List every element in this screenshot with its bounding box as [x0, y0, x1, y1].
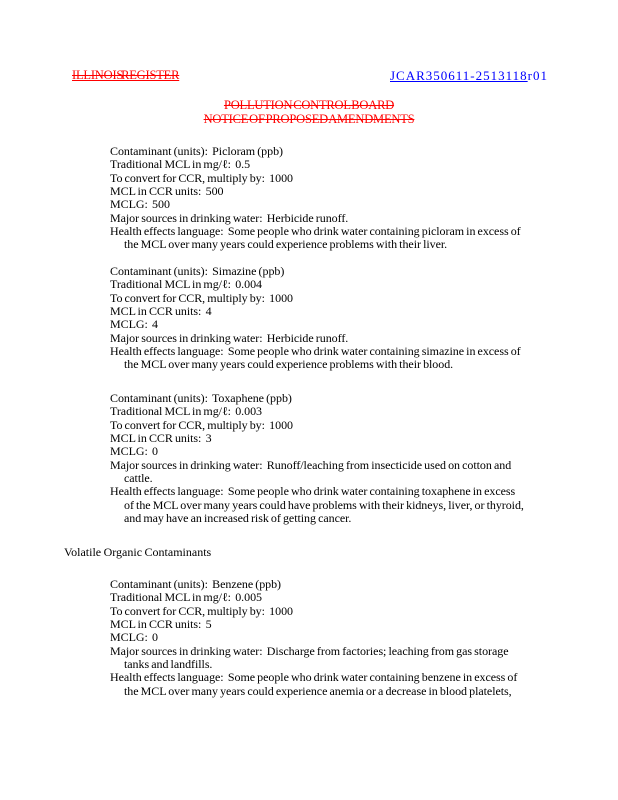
board-title: POLLUTION CONTROL BOARD: [223, 98, 395, 112]
document-line: the MCL over many years could experience problems with their blood.: [124, 357, 454, 372]
document-line: Major sources in drinking water: Herbicide runoff.: [110, 330, 349, 345]
document-line: Contaminant (units): Simazine (ppb): [110, 264, 285, 278]
document-line: To convert for CCR, multiply by: 1000: [110, 290, 293, 305]
document-line: To convert for CCR, multiply by: 1000: [110, 417, 293, 432]
document-line: Traditional MCL in mg/ℓ: 0.5: [110, 157, 251, 172]
document-line: MCL in CCR units: 5: [110, 616, 212, 631]
document-line: Traditional MCL in mg/ℓ: 0.004: [110, 277, 262, 292]
jcar-revision-suffix: r01: [527, 68, 548, 83]
document-line: To convert for CCR, multiply by: 1000: [110, 603, 293, 618]
document-line: Traditional MCL in mg/ℓ: 0.005: [110, 590, 262, 605]
document-line: Health effects language: Some people who drink water containing picloram in excess of: [110, 223, 521, 238]
document-line: Traditional MCL in mg/ℓ: 0.003: [110, 404, 262, 419]
document-line: Health effects language: Some people who drink water containing simazine in excess of: [110, 343, 521, 358]
document-line: Health effects language: Some people who drink water containing toxaphene in excess: [110, 484, 516, 499]
document-line: MCLG: 0: [110, 630, 159, 645]
document-line: MCLG: 0: [110, 444, 159, 459]
document-line: Contaminant (units): Picloram (ppb): [110, 144, 283, 158]
contaminant-block-benzene: [110, 578, 517, 698]
contaminant-block-simazine: [110, 265, 521, 372]
contaminant-block-picloram: [110, 145, 521, 252]
document-line: To convert for CCR, multiply by: 1000: [110, 170, 293, 185]
document-line: Major sources in drinking water: Discharge from factories; leaching from gas storage: [110, 643, 509, 658]
document-line: and may have an increased risk of getting cancer.: [124, 510, 352, 525]
document-line: the MCL over many years could experience problems with their liver.: [124, 237, 448, 252]
document-line: Contaminant (units): Benzene (ppb): [110, 577, 282, 591]
section-heading: Volatile Organic Contaminants: [64, 545, 212, 559]
document-line: Major sources in drinking water: Runoff/leaching from insecticide used on cotton and: [110, 457, 512, 472]
document-line: of the MCL over many years could have problems with their kidneys, liver, or thyroid,: [124, 497, 524, 512]
document-line: Health effects language: Some people who drink water containing benzene in excess of: [110, 670, 518, 685]
register-title: ILLINOIS REGISTER: [72, 68, 180, 82]
document-line: MCL in CCR units: 3: [110, 430, 212, 445]
contaminant-block-toxaphene: [110, 392, 524, 525]
document-line: tanks and landfills.: [124, 656, 213, 671]
jcar-document-link[interactable]: JCAR350611-2513118: [390, 68, 528, 83]
notice-title: NOTICE OF PROPOSED AMENDMENTS: [203, 111, 415, 126]
document-line: MCL in CCR units: 500: [110, 183, 224, 198]
document-line: MCL in CCR units: 4: [110, 303, 212, 318]
jcar-number: [390, 68, 548, 84]
document-line: the MCL over many years could experience anemia or a decrease in blood platelets,: [124, 683, 512, 698]
document-line: Major sources in drinking water: Herbicide runoff.: [110, 210, 349, 225]
document-line: Contaminant (units): Toxaphene (ppb): [110, 391, 292, 405]
document-line: MCLG: 4: [110, 317, 159, 332]
document-line: cattle.: [124, 470, 153, 485]
document-line: MCLG: 500: [110, 197, 170, 212]
